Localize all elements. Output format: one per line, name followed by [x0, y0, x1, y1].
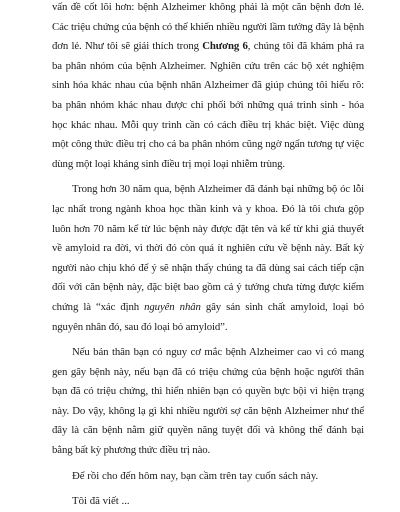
paragraph-5-text-a: Tôi đã	[72, 495, 103, 508]
paragraph-4-text: Để rồi cho đến hôm nay, bạn cầm trên tay cuốn sách này.	[72, 469, 319, 482]
paragraph-5-partial	[52, 492, 364, 512]
paragraph-3-text: Nếu bản thân bạn có nguy cơ mắc bệnh Alzheimer cao vì có mang gen gây bệnh này, nếu bạn đã có triệu chứng của bệnh hoặc người thân bạn đã có triệu chứng, thì hiển nhiên bạn có quyền bực bội vì hiện trạng này. Do vậy, không lạ gì khi nhiều người sợ căn bệnh Alzheimer như thể đây là căn bệnh nằm giữ quyền năng tuyệt đối và không thể đánh bại bằng bất kỳ phương thức điều trị nào.	[52, 346, 364, 457]
paragraph-1-text-a: vấn đề cốt lõi hơn: bệnh Alzheimer không phải là một căn bệnh đơn lẻ. Các triệu chứng của bệnh có thể khiến nhiều người lầm tưởng đây là bệnh đơn lẻ. Như tôi sẽ giải thích trong	[52, 1, 364, 53]
paragraph-3	[52, 343, 364, 461]
paragraph-2	[52, 180, 364, 337]
paragraph-2-text-b: gây sản sinh chất amyloid, loại bỏ nguyên nhân đó, sau đó loại bỏ amyloid”.	[52, 300, 365, 333]
paragraph-1	[52, 0, 364, 174]
paragraph-4	[52, 467, 364, 487]
book-page	[52, 0, 365, 508]
paragraph-5-text-b: viết	[102, 495, 119, 508]
paragraph-5-text-c: ...	[118, 495, 130, 508]
paragraph-2-text-a: Trong hơn 30 năm qua, bệnh Alzheimer đã đánh bại những bộ óc lỗi lạc nhất trong ngành khoa học thần kinh và y khoa. Đó là tôi chưa gộp luôn hơn 70 năm kể từ lúc bệnh này được đặt tên và kể từ khi giả thuyết về amyloid ra đời, vì thời đó còn quá ít nghiên cứu về bệnh này. Bất kỳ người nào chịu khó để ý sẽ nhận thấy chúng ta đã dùng sai cách tiếp cận đối với căn bệnh này, đặc biệt bao gồm cả ý tưởng chưa từng được kiểm chứng là “xác định	[52, 183, 364, 313]
paragraph-1-text-b: , chúng tôi đã khám phá ra ba phân nhóm của bệnh Alzheimer. Nghiên cứu trên các bộ xét nghiệm sinh hóa khác nhau của bệnh nhân Alzheimer đã giúp chúng tôi hiểu rõ: ba phân nhóm khác nhau được chi phối bởi những quá trình sinh - hóa học khác nhau. Mỗi quy trình cần có cách điều trị khác biệt. Việc dùng một công thức điều trị cho cả ba phân nhóm cũng ngờ ngẩn tương tự việc dùng một loại kháng sinh điều trị mọi loại nhiễm trùng.	[52, 40, 364, 170]
chapter-reference: Chương 6	[202, 40, 248, 53]
emphasis-cause: nguyên nhân	[144, 300, 201, 313]
